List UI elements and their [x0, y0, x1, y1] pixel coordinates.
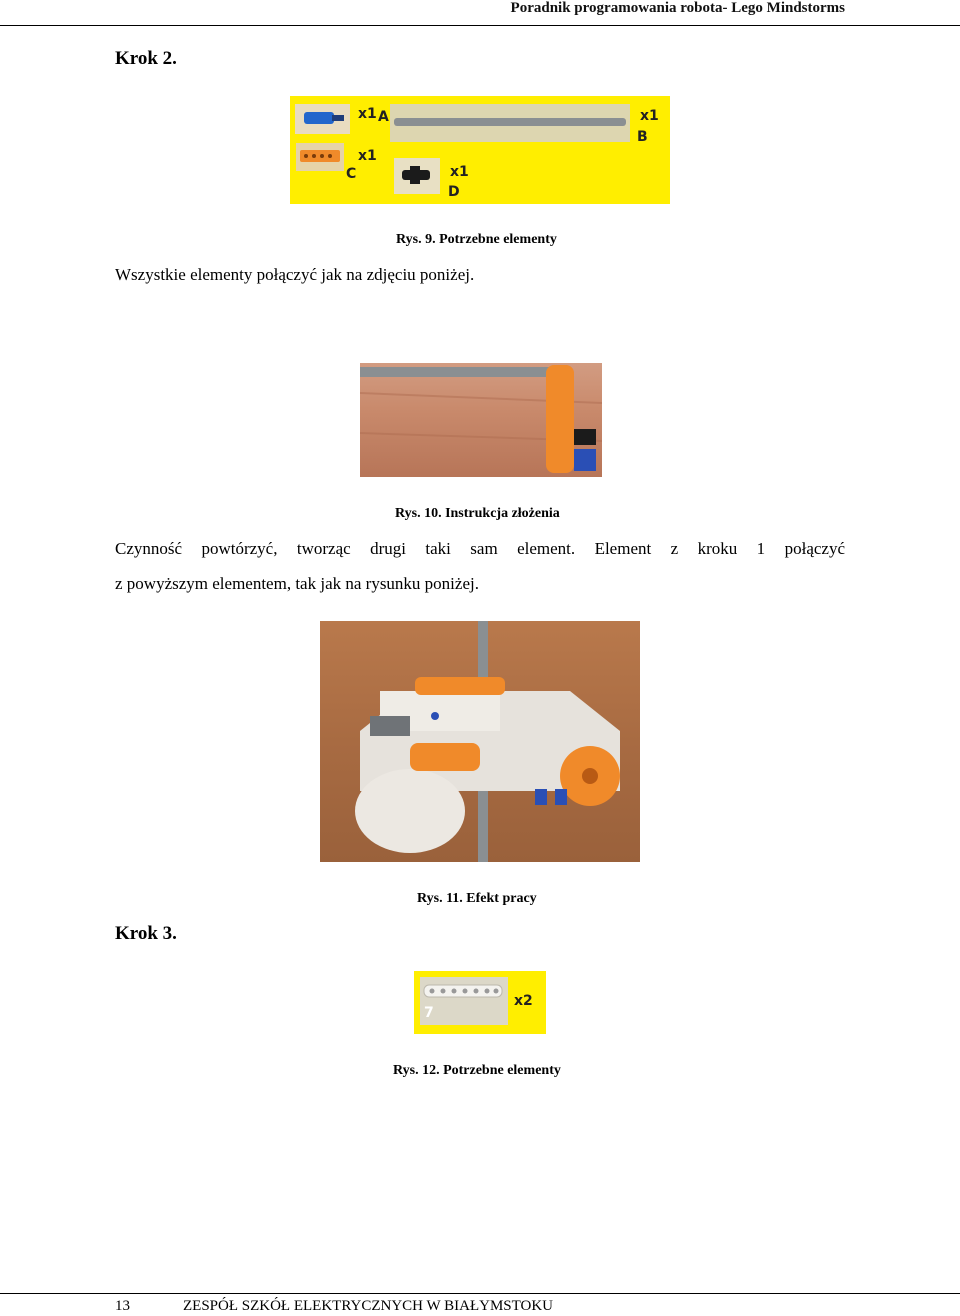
- header-rule: [0, 25, 960, 26]
- part-c-letter: C: [346, 166, 357, 182]
- beam-qty: x2: [514, 993, 533, 1009]
- part-b-qty: x1: [640, 108, 659, 124]
- part-d-letter: D: [448, 184, 460, 200]
- figure-10-caption: Rys. 10. Instrukcja złożenia: [395, 506, 560, 521]
- part-d-qty: x1: [450, 164, 469, 180]
- figure-11-illustration: [320, 621, 640, 862]
- black-connector: [574, 429, 596, 445]
- motor-wheel: [355, 769, 465, 853]
- part-b-letter: B: [637, 129, 648, 145]
- figure-12-parts: [414, 971, 546, 1034]
- figure-9-illustration: [290, 96, 670, 204]
- step3-heading: Krok 3.: [115, 923, 177, 944]
- footer-school: ZESPÓŁ SZKÓŁ ELEKTRYCZNYCH W BIAŁYMSTOKU: [183, 1298, 554, 1314]
- part-a-pin: [304, 112, 334, 124]
- page-number: 13: [115, 1298, 130, 1314]
- orange-beam-side: [410, 743, 480, 771]
- part-a-qty: x1: [358, 106, 377, 122]
- part-a-letter: A: [378, 109, 389, 125]
- figure-10-photo: [360, 363, 602, 477]
- paragraph-line-1: Czynność powtórzyć, tworząc drugi taki sam element. Element z kroku 1 połączyć: [115, 539, 845, 558]
- figure-11-caption: Rys. 11. Efekt pracy: [417, 891, 537, 906]
- figure-12-caption: Rys. 12. Potrzebne elementy: [393, 1063, 561, 1078]
- footer-rule: [0, 1293, 960, 1294]
- figure-9-parts: [290, 96, 670, 204]
- orange-beam: [546, 365, 574, 473]
- axle: [360, 367, 560, 377]
- blue-pin: [574, 449, 596, 471]
- instruction-text: Wszystkie elementy połączyć jak na zdjęciu poniżej.: [115, 265, 475, 284]
- part-b-axle: [394, 118, 626, 126]
- part-c-qty: x1: [358, 148, 377, 164]
- paragraph-line-2: z powyższym elementem, tak jak na rysunku poniżej.: [115, 574, 479, 593]
- beam-length-label: 7: [424, 1005, 434, 1021]
- running-header: Poradnik programowania robota- Lego Mindstorms: [510, 0, 845, 16]
- orange-beam-top: [415, 677, 505, 695]
- figure-11-photo: [320, 621, 640, 862]
- step2-heading: Krok 2.: [115, 48, 177, 69]
- figure-9-caption: Rys. 9. Potrzebne elementy: [396, 232, 557, 247]
- part-a-tip: [332, 115, 344, 121]
- figure-10-illustration: [360, 363, 602, 477]
